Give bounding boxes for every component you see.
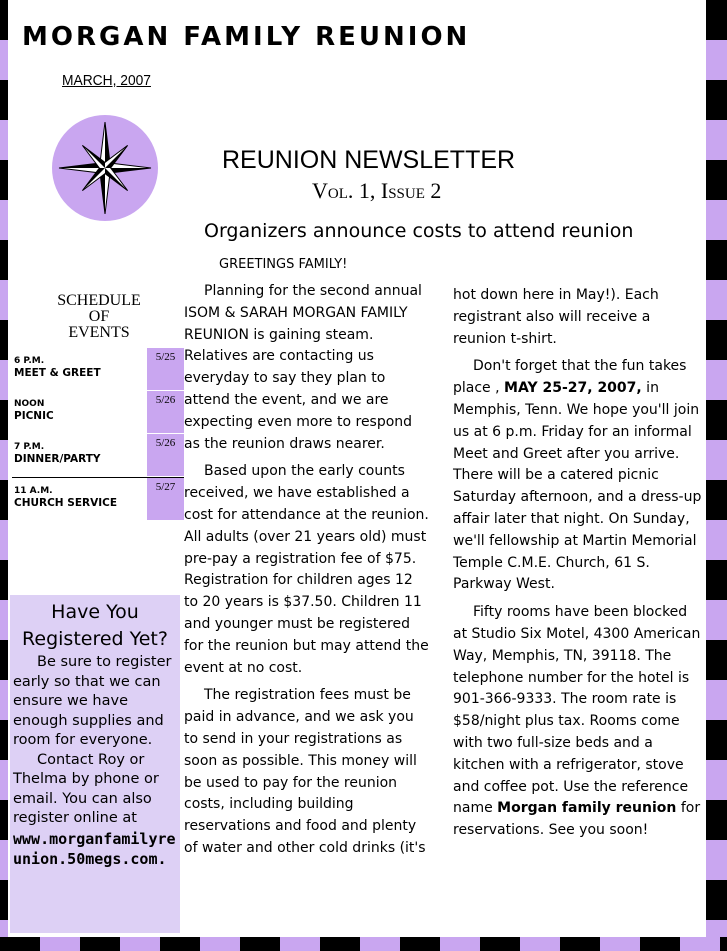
event-label	[14, 354, 101, 379]
schedule-row	[12, 348, 184, 391]
event-time: 7 P.M.	[14, 442, 45, 452]
schedule-title	[40, 293, 158, 341]
newsletter-volume: Vol. 1, Issue 2	[312, 178, 442, 203]
event-label	[14, 440, 101, 465]
event-label	[14, 397, 54, 422]
article-column-1	[184, 281, 430, 866]
event-name: DINNER/PARTY	[14, 453, 101, 465]
issue-date: MARCH, 2007	[62, 72, 151, 89]
headline: Organizers announce costs to attend reunion	[204, 220, 634, 242]
event-date: 5/26	[147, 391, 184, 433]
article-paragraph: hot down here in May!). Each registrant also will receive a reunion t-shirt.	[453, 287, 659, 347]
sidebar-paragraph: Be sure to register early so that we can ensure we have enough supplies and room for everyone.	[13, 654, 172, 748]
article-paragraph: Planning for the second annual ISOM & SARAH MORGAN FAMILY REUNION is gaining steam. Relatives are contacting us everyday to say they plan to attend the event, and we are expecting even more to respond as the reunion draws nearer.	[184, 283, 422, 452]
event-time: NOON	[14, 399, 45, 409]
event-name: PICNIC	[14, 410, 54, 422]
article-text: Don't forget that the fun takes place ,	[453, 358, 687, 397]
event-time: 11 A.M.	[14, 486, 53, 496]
event-name: MEET & GREET	[14, 367, 101, 379]
sidebar-paragraph: Contact Roy or Thelma by phone or email. You can also register online at	[13, 751, 159, 826]
registration-link[interactable]: www.morganfamilyreunion.50megs.com.	[13, 829, 176, 868]
bottom-border	[0, 937, 727, 951]
article-paragraph	[453, 356, 703, 596]
reference-name: Morgan family reunion	[497, 800, 677, 817]
right-border	[706, 0, 727, 951]
event-date: 5/27	[147, 478, 184, 520]
registration-sidebar	[10, 595, 180, 933]
sidebar-heading: Have You	[51, 601, 139, 623]
article-text: in Memphis, Tenn. We hope you'll join us at 6 p.m. Friday for an informal Meet and Greet after you arrive. There will be a catered picnic Saturday afternoon, and a dress-up affair later that night. On Sunday, we'll fellowship at Martin Memorial Temple C.M.E. Church, 61 S. Parkway West.	[453, 380, 702, 593]
schedule-list	[12, 348, 184, 521]
article-paragraph: The registration fees must be paid in advance, and we ask you to send in your registrations as soon as possible. This money will be used to pay for the reunion costs, including building reservations and food and plenty of water and other cold drinks (it's	[184, 687, 426, 856]
masthead: MORGAN FAMILY REUNION	[22, 22, 471, 52]
left-border	[0, 0, 8, 951]
greeting: GREETINGS FAMILY!	[219, 257, 348, 272]
schedule-row	[12, 434, 184, 477]
event-time: 6 P.M.	[14, 356, 45, 366]
compass-star-icon	[52, 115, 158, 221]
schedule-title-line: OF	[88, 308, 110, 325]
article-text: Fifty rooms have been blocked at Studio Six Motel, 4300 American Way, Memphis, TN, 39118. The telephone number for the hotel is 901-366-9333. The room rate is $58/night plus tax. Rooms come with two full-size beds and a kitchen with a refrigerator, stove and coffee pot. Use the reference name	[453, 604, 701, 817]
event-date: 5/26	[147, 434, 184, 476]
event-label	[14, 484, 117, 509]
sidebar-heading: Registered Yet?	[22, 628, 168, 650]
event-date: 5/25	[147, 348, 184, 390]
article-column-2	[453, 285, 703, 848]
article-paragraph: Based upon the early counts received, we have established a cost for attendance at the reunion. All adults (over 21 years old) must pre-pay a registration fee of $75. Registration for children ages 12 to 20 years is $37.50. Children 11 and younger must be registered for the reunion but may attend the event at no cost.	[184, 463, 429, 676]
event-name: CHURCH SERVICE	[14, 497, 117, 509]
schedule-title-line: EVENTS	[68, 324, 130, 341]
article-text: for reservations. See you soon!	[453, 800, 701, 839]
newsletter-title: REUNION NEWSLETTER	[222, 146, 516, 174]
schedule-row	[12, 477, 184, 521]
schedule-title-line: SCHEDULE	[57, 292, 141, 309]
event-dates: MAY 25-27, 2007,	[504, 380, 642, 397]
schedule-row	[12, 391, 184, 434]
article-paragraph	[453, 602, 703, 842]
